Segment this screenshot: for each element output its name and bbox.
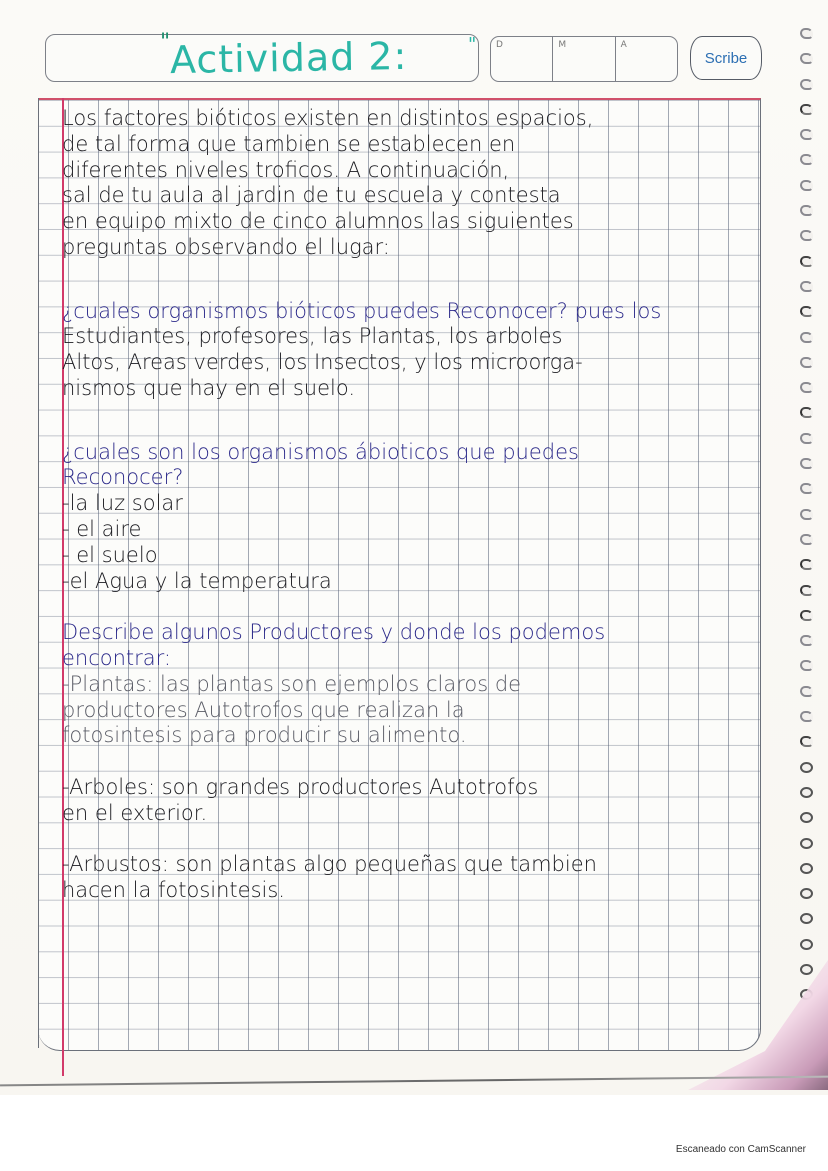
answer-line: en el exterior. xyxy=(62,800,208,825)
binding-hole-icon xyxy=(800,585,813,596)
question-2-text: Reconocer? xyxy=(62,465,184,490)
answer-line: -Arboles: son grandes productores Autotrofos xyxy=(62,774,539,799)
answer-line: -Arbustos: son plantas algo pequeñas que tambien xyxy=(62,852,597,877)
date-box xyxy=(490,36,678,82)
binding-hole-icon xyxy=(800,154,813,165)
question-1-block xyxy=(62,299,772,402)
title-quote-close: " xyxy=(468,34,477,55)
binding-hole-icon xyxy=(800,711,813,722)
binding-hole-icon xyxy=(800,256,813,267)
question-1-text: ¿cuales organismos bióticos puedes Reconocer? pues los xyxy=(62,298,662,323)
binding-hole-icon xyxy=(800,812,813,823)
text-line: en equipo mixto de cinco alumnos las siguientes xyxy=(62,209,574,234)
question-3-text: encontrar: xyxy=(62,645,172,670)
binding-hole-icon xyxy=(800,838,813,849)
binding-hole-icon xyxy=(800,407,813,418)
binding-hole-icon xyxy=(800,230,813,241)
binding-hole-icon xyxy=(800,332,813,343)
binding-hole-icon xyxy=(800,357,813,368)
question-2-block xyxy=(62,440,772,595)
binding-hole-icon xyxy=(800,79,813,90)
binding-hole-icon xyxy=(800,104,813,115)
binding-hole-icon xyxy=(800,306,813,317)
answer-line: fotosintesis para producir su alimento. xyxy=(62,723,467,748)
binding-hole-icon xyxy=(800,534,813,545)
binding-hole-icon xyxy=(800,610,813,621)
question-2-text: ¿cuales son los organismos ábioticos que puedes xyxy=(62,439,579,464)
binding-hole-icon xyxy=(800,888,813,899)
brand-logo xyxy=(690,36,762,80)
title-quote-open: " xyxy=(160,30,171,55)
scanner-watermark: Escaneado con CamScanner xyxy=(675,1144,806,1155)
answer-line: productores Autotrofos que realizan la xyxy=(62,697,465,722)
spiral-binding-holes xyxy=(800,28,824,1068)
binding-hole-icon xyxy=(800,180,813,191)
binding-hole-icon xyxy=(800,458,813,469)
binding-hole-icon xyxy=(800,660,813,671)
intro-paragraph xyxy=(62,106,772,261)
binding-hole-icon xyxy=(800,559,813,570)
text-line: Estudiantes, profesores, las Plantas, los arboles xyxy=(62,324,563,349)
date-month-field: M xyxy=(553,37,615,81)
date-day-field: D xyxy=(491,37,553,81)
binding-hole-icon xyxy=(800,382,813,393)
text-line: preguntas observando el lugar: xyxy=(62,234,390,259)
text-line: de tal forma que tambien se establecen en xyxy=(62,131,516,156)
answer-list-item: - el aire xyxy=(62,516,142,541)
binding-hole-icon xyxy=(800,762,813,773)
text-line: sal de tu aula al jardin de tu escuela y contesta xyxy=(62,183,561,208)
text-line: Los factores bióticos existen en distintos espacios, xyxy=(62,106,594,130)
binding-hole-icon xyxy=(800,635,813,646)
page-title: Actividad 2: xyxy=(169,33,408,83)
text-line: nismos que hay en el suelo. xyxy=(62,375,356,400)
binding-hole-icon xyxy=(800,964,813,975)
answer-list-item: -el Agua y la temperatura xyxy=(62,568,332,593)
answer-line: hacen la fotosintesis. xyxy=(62,878,285,903)
text-line xyxy=(62,299,772,325)
page-left-border xyxy=(38,98,39,1048)
binding-hole-icon xyxy=(800,433,813,444)
binding-hole-icon xyxy=(800,509,813,520)
question-3-text: Describe algunos Productores y donde los podemos xyxy=(62,620,606,645)
binding-hole-icon xyxy=(800,28,813,39)
binding-hole-icon xyxy=(800,787,813,798)
text-line: Altos, Areas verdes, los Insectos, y los microorga- xyxy=(62,350,583,375)
text-line: diferentes niveles troficos. A continuación, xyxy=(62,157,510,182)
binding-hole-icon xyxy=(800,53,813,64)
binding-hole-icon xyxy=(800,913,813,924)
brand-label: Scribe xyxy=(704,49,748,67)
handwritten-content xyxy=(62,106,772,904)
binding-hole-icon xyxy=(800,129,813,140)
binding-hole-icon xyxy=(800,281,813,292)
date-year-field: A xyxy=(620,40,627,50)
answer-line: -Plantas: las plantas son ejemplos claros de xyxy=(62,671,522,696)
binding-hole-icon xyxy=(800,686,813,697)
answer-list-item: - el suelo xyxy=(62,542,158,567)
binding-hole-icon xyxy=(800,736,813,747)
binding-hole-icon xyxy=(800,863,813,874)
answer-list-item: -la luz solar xyxy=(62,491,183,516)
binding-hole-icon xyxy=(800,483,813,494)
question-3-block xyxy=(62,620,772,904)
binding-hole-icon xyxy=(800,939,813,950)
binding-hole-icon xyxy=(800,205,813,216)
